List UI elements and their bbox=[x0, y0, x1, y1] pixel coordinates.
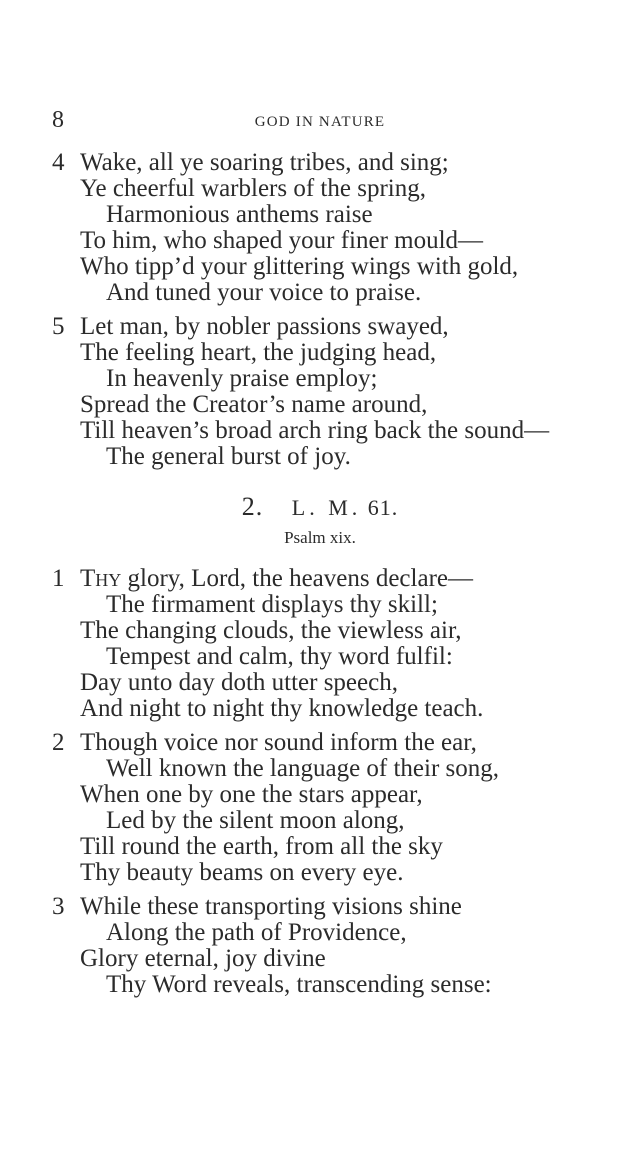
verse-line: And tuned your voice to praise. bbox=[106, 279, 422, 306]
running-head: GOD IN NATURE bbox=[254, 114, 386, 130]
hymn-meter: L. M. bbox=[291, 495, 362, 520]
page-number: 8 bbox=[52, 107, 64, 133]
verse-line: The firmament displays thy skill; bbox=[106, 591, 438, 618]
stanza-number: 3 bbox=[52, 893, 65, 920]
verse-line: In heavenly praise employ; bbox=[106, 365, 378, 392]
verse-line: Day unto day doth utter speech, bbox=[80, 669, 398, 696]
stanza bbox=[0, 894, 640, 998]
stanza bbox=[0, 150, 640, 306]
verse-line: Tempest and calm, thy word fulfil: bbox=[106, 643, 453, 670]
verse-line: Harmonious anthems raise bbox=[106, 201, 373, 228]
verse-line: The feeling heart, the judging head, bbox=[80, 339, 437, 366]
verse-line: Till heaven’s broad arch ring back the sound— bbox=[80, 417, 550, 444]
verse-line: Wake, all ye soaring tribes, and sing; bbox=[80, 149, 449, 176]
verse-line: Led by the silent moon along, bbox=[106, 807, 405, 834]
verse-line: While these transporting visions shine bbox=[80, 893, 462, 920]
verse-line: The general burst of joy. bbox=[106, 443, 351, 470]
verse-line: Thy Word reveals, transcending sense: bbox=[106, 971, 492, 998]
stanza-number: 5 bbox=[52, 313, 65, 340]
verse-line: Thy beauty beams on every eye. bbox=[80, 859, 404, 886]
verse-line: Ye cheerful warblers of the spring, bbox=[80, 175, 426, 202]
verse-line: Spread the Creator’s name around, bbox=[80, 391, 428, 418]
verse-line: Till round the earth, from all the sky bbox=[80, 833, 443, 860]
verse-line: The changing clouds, the viewless air, bbox=[80, 617, 462, 644]
verse-line: Let man, by nobler passions swayed, bbox=[80, 313, 449, 340]
verse-line: Well known the language of their song, bbox=[106, 755, 500, 782]
stanza bbox=[0, 730, 640, 886]
verse-line: When one by one the stars appear, bbox=[80, 781, 423, 808]
stanza bbox=[0, 566, 640, 722]
stanza bbox=[0, 314, 640, 470]
verse-line: And night to night thy knowledge teach. bbox=[80, 695, 484, 722]
stanza-number: 4 bbox=[52, 149, 65, 176]
verse-line bbox=[0, 566, 640, 592]
hymn-heading bbox=[0, 492, 640, 522]
verse-line: Glory eternal, joy divine bbox=[80, 945, 326, 972]
stanza-number: 1 bbox=[52, 565, 65, 592]
hymn-number: 2. bbox=[241, 492, 264, 521]
verse-line: Along the path of Providence, bbox=[106, 919, 407, 946]
hymn-source: Psalm xix. bbox=[284, 528, 356, 547]
hymn-text bbox=[0, 150, 640, 1006]
hymn-tune-number: 61. bbox=[367, 495, 399, 520]
verse-line: Though voice nor sound inform the ear, bbox=[80, 729, 477, 756]
stanza-number: 2 bbox=[52, 729, 65, 756]
verse-line: Who tipp’d your glittering wings with gold, bbox=[80, 253, 519, 280]
verse-line-rest: glory, Lord, the heavens declare— bbox=[121, 565, 473, 592]
page-header bbox=[52, 108, 588, 136]
verse-line: To him, who shaped your finer mould— bbox=[80, 227, 484, 254]
first-word-small-caps: Thy bbox=[80, 565, 122, 592]
